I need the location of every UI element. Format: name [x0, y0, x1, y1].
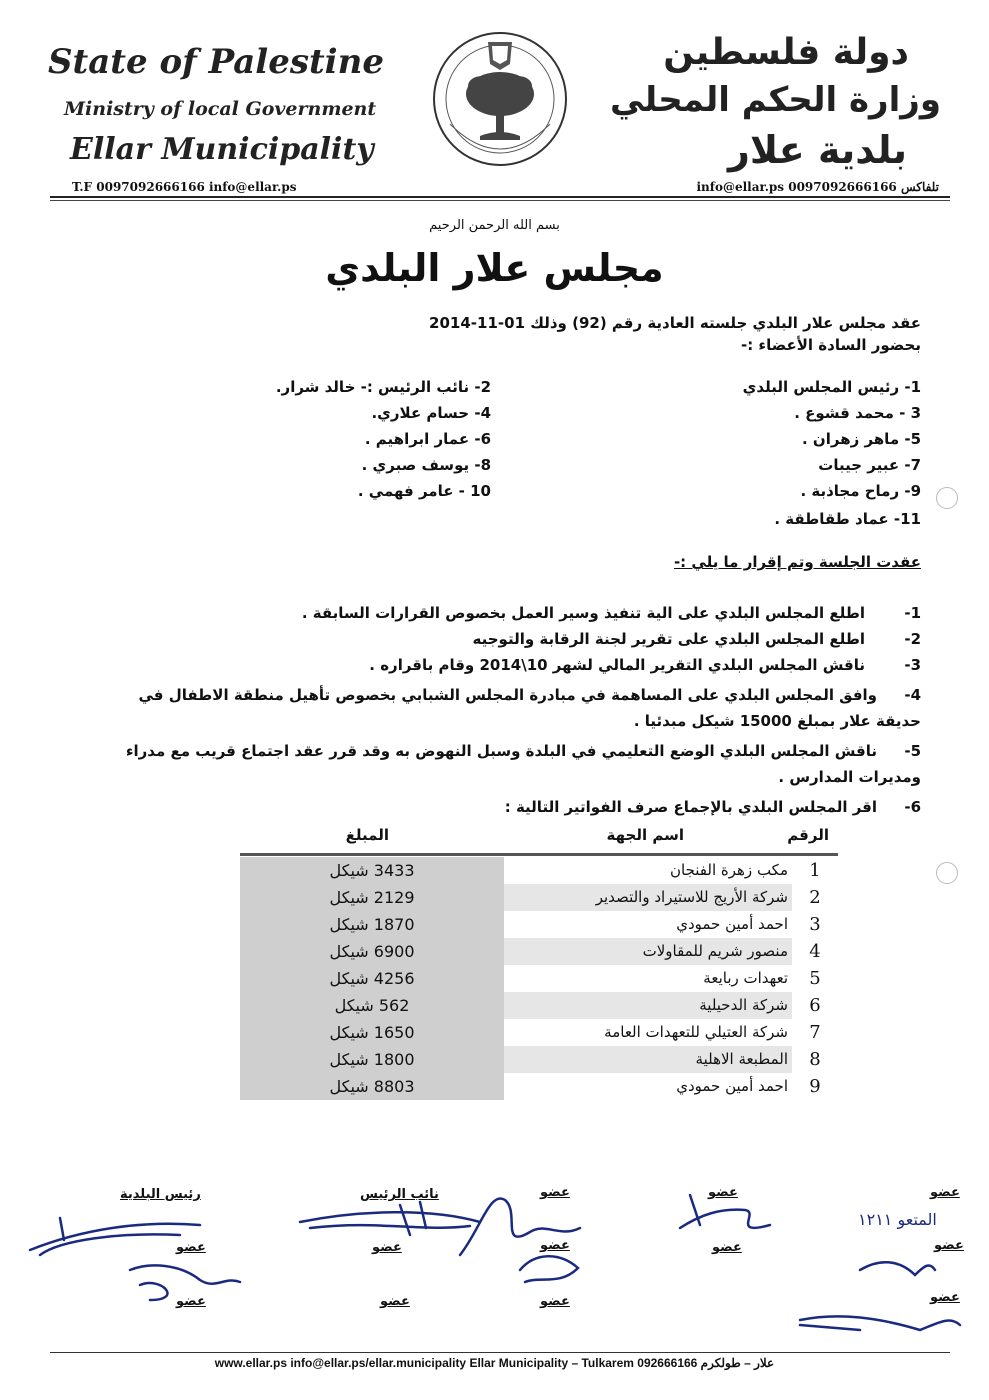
cell-amount: 4256 شيكل [240, 965, 504, 992]
member-item: 8- يوسف صبري . [361, 456, 491, 474]
decision-number: 6- [904, 798, 921, 816]
table-header-name: اسم الجهة [606, 826, 684, 844]
member-item: 11- عماد طقاطقة . [774, 510, 921, 528]
municipality-emblem-icon [430, 24, 570, 174]
table-row [240, 1019, 838, 1046]
signature-label-deputy: نائب الرئيس [360, 1187, 439, 1202]
council-title: مجلس علار البلدي [325, 246, 664, 290]
contact-right: تلفاكس 0097092666166 info@ellar.ps [696, 180, 939, 194]
signature-label-member: عضو [540, 1185, 570, 1200]
cell-number: 8 [809, 1049, 821, 1070]
cell-amount: 562 شيكل [240, 992, 504, 1019]
decision-item: اطلع المجلس البلدي على الية تنفيذ وسير العمل بخصوص القرارات السابقة . [301, 604, 865, 622]
table-row [240, 965, 838, 992]
signature-label-mayor: رئيس البلدية [120, 1187, 201, 1202]
cell-amount: 2129 شيكل [240, 884, 504, 911]
cell-number: 9 [809, 1076, 821, 1097]
cell-number: 7 [809, 1022, 821, 1043]
table-row [240, 857, 838, 884]
member-item: 7- عبير جيبات [818, 456, 921, 474]
decision-number: 3- [904, 656, 921, 674]
signature-label-member: عضو [712, 1240, 742, 1255]
cell-name: احمد أمين حمودي [676, 1077, 788, 1095]
cell-amount: 6900 شيكل [240, 938, 504, 965]
signature-label-member: عضو [372, 1240, 402, 1255]
handwritten-note: المتعو ١٢١١ [858, 1210, 937, 1229]
cell-amount: 3433 شيكل [240, 857, 504, 884]
member-item: 2- نائب الرئيس :- خالد شرار. [275, 378, 491, 396]
contact-left: T.F 0097092666166 info@ellar.ps [72, 180, 297, 194]
header-divider [50, 196, 950, 198]
cell-name: شركة الأريج للاستيراد والتصدير [504, 884, 792, 911]
member-item: 6- عمار ابراهيم . [364, 430, 491, 448]
decision-number: 2- [904, 630, 921, 648]
session-line: عقد مجلس علار البلدي جلسته العادية رقم (92) وذلك 01-11-2014 [429, 314, 921, 332]
table-row [240, 884, 838, 911]
decision-item-continued: حديقة علار بمبلغ 15000 شيكل مبدئيا . [633, 712, 921, 730]
decision-item: اقر المجلس البلدي بالإجماع صرف الفواتير التالية : [504, 798, 877, 816]
cell-name: مكب زهرة الفنجان [670, 861, 788, 879]
decided-heading: عقدت الجلسة وتم إقرار ما يلي :- [673, 553, 921, 571]
footer-contact: www.ellar.ps info@ellar.ps/ellar.municipality Ellar Municipality – Tulkarem 092666166 علار – طولكرم [214, 1356, 775, 1370]
header-divider-thin [50, 200, 950, 201]
cell-number: 5 [809, 968, 821, 989]
letterhead-en-state: State of Palestine [48, 42, 384, 82]
cell-amount: 1650 شيكل [240, 1019, 504, 1046]
decision-item: ناقش المجلس البلدي الوضع التعليمي في البلدة وسبل النهوض به وقد قرر عقد اجتماع قريب مع مدراء [125, 742, 877, 760]
signature-label-member: عضو [176, 1294, 206, 1309]
decision-item: وافق المجلس البلدي على المساهمة في مبادرة المجلس الشبابي بخصوص تأهيل منطقة الاطفال في [138, 686, 877, 704]
cell-amount: 1870 شيكل [240, 911, 504, 938]
cell-number: 2 [809, 887, 821, 908]
signature-label-member: عضو [708, 1185, 738, 1200]
decision-item: ناقش المجلس البلدي التقرير المالي لشهر 10\2014 وقام باقراره . [369, 656, 865, 674]
cell-name: شركة الدحيلية [504, 992, 792, 1019]
punch-hole [936, 862, 958, 884]
decision-item-continued: ومديرات المدارس . [778, 768, 921, 786]
cell-number: 1 [809, 860, 821, 881]
table-row [240, 1073, 838, 1100]
member-item: 3 - محمد قشوع . [794, 404, 921, 422]
signature-label-member: عضو [540, 1238, 570, 1253]
signature-label-member: عضو [380, 1294, 410, 1309]
table-row [240, 1046, 838, 1073]
table-header-amount: المبلغ [345, 826, 389, 844]
decision-number: 4- [904, 686, 921, 704]
cell-name: شركة العتيلي للتعهدات العامة [604, 1023, 788, 1041]
cell-name: احمد أمين حمودي [676, 915, 788, 933]
signature-label-member: عضو [930, 1290, 960, 1305]
letterhead-ar-ministry: وزارة الحكم المحلي [609, 80, 941, 120]
table-header-rule [240, 853, 838, 856]
table-row [240, 911, 838, 938]
member-item: 1- رئيس المجلس البلدي [742, 378, 921, 396]
cell-amount: 8803 شيكل [240, 1073, 504, 1100]
member-item: 10 - عامر فهمي . [357, 482, 491, 500]
cell-name: تعهدات ربايعة [703, 969, 788, 987]
punch-hole [936, 487, 958, 509]
cell-amount: 1800 شيكل [240, 1046, 504, 1073]
member-item: 5- ماهر زهران . [802, 430, 921, 448]
decision-item: اطلع المجلس البلدي على تقرير لجنة الرقابة والتوجيه [472, 630, 865, 648]
letterhead-en-ministry: Ministry of local Government [64, 98, 377, 120]
member-item: 4- حسام علاري. [371, 404, 491, 422]
bismillah: بسم الله الرحمن الرحيم [429, 218, 560, 233]
cell-name: المطبعة الاهلية [504, 1046, 792, 1073]
table-header-number: الرقم [787, 826, 829, 844]
letterhead-ar-state: دولة فلسطين [663, 32, 909, 73]
cell-number: 6 [809, 995, 821, 1016]
letterhead-en-municipality: Ellar Municipality [70, 132, 374, 167]
signature-label-member: عضو [540, 1294, 570, 1309]
letterhead-ar-municipality: بلدية علار [728, 128, 907, 172]
signature-label-member: عضو [930, 1185, 960, 1200]
cell-number: 4 [809, 941, 821, 962]
decision-number: 5- [904, 742, 921, 760]
table-row [240, 992, 838, 1019]
signature-label-member: عضو [176, 1240, 206, 1255]
signature-label-member: عضو [934, 1238, 964, 1253]
decision-number: 1- [904, 604, 921, 622]
cell-name: منصور شريم للمقاولات [504, 938, 792, 965]
attendance-line: بحضور السادة الأعضاء :- [740, 336, 921, 354]
footer-divider [50, 1352, 950, 1353]
table-row [240, 938, 838, 965]
cell-number: 3 [809, 914, 821, 935]
member-item: 9- رماح مجاذبة . [800, 482, 921, 500]
